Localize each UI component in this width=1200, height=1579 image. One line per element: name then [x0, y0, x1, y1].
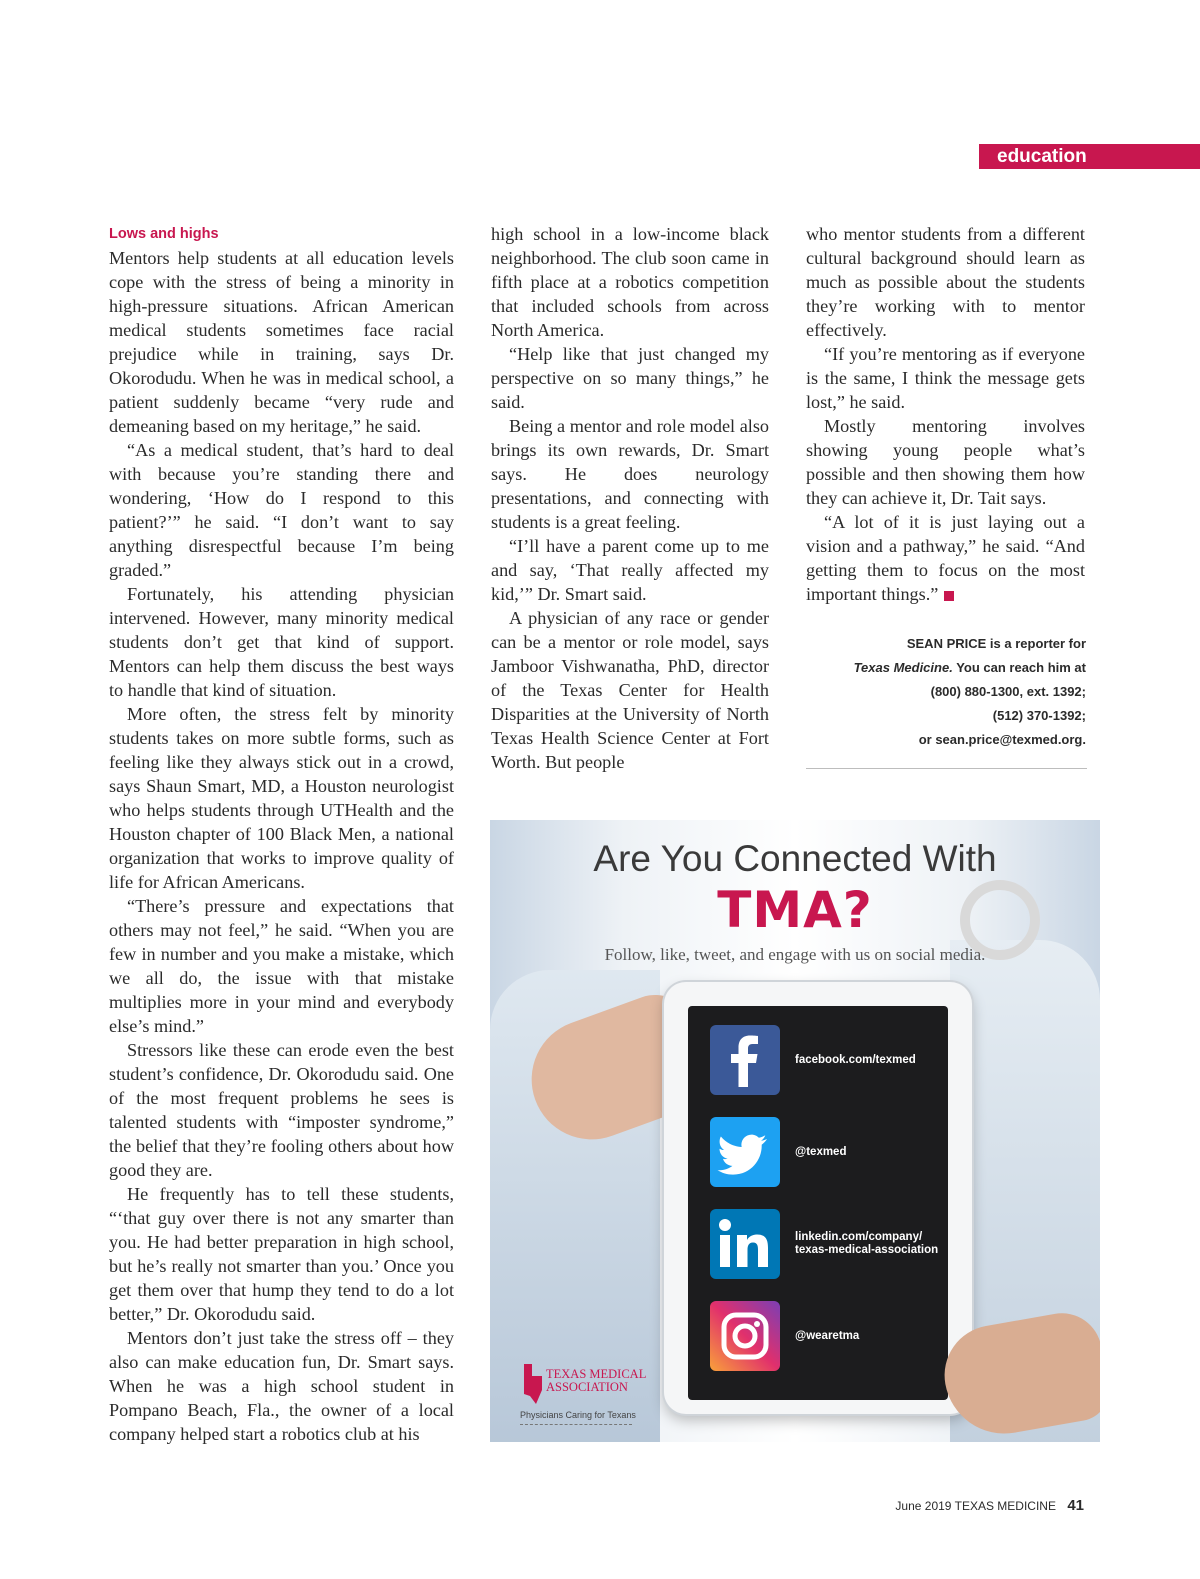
paragraph: Mostly mentoring involves showing young people what’s possible and then showing them how they can achieve it, Dr. Tait says.	[806, 416, 1085, 508]
paragraph: Stressors like these can erode even the best student’s confidence, Dr. Okorodudu said. One of the most frequent problems he sees is talented students with “imposter syndrome,” the belief that they’re fooling others about how good they are.	[109, 1040, 454, 1180]
tma-name-line: ASSOCIATION	[546, 1380, 628, 1394]
paragraph: Fortunately, his attending physician intervened. However, many minority medical students don’t get that kind of support. Mentors can help them discuss the best ways to handle that kind of situation.	[109, 584, 454, 700]
publication-name: Texas Medicine.	[853, 660, 953, 675]
tma-logo-name	[546, 1368, 646, 1394]
facebook-icon	[710, 1025, 780, 1095]
bio-line	[806, 656, 1086, 680]
paragraph: Being a mentor and role model also brings its own rewards, Dr. Smart says. He does neurology presentations, and connecting with students is a great feeling.	[491, 416, 769, 532]
linkedin-icon	[710, 1209, 780, 1279]
section-tag: education	[979, 144, 1200, 169]
tma-logo	[518, 1358, 688, 1434]
paragraph: “If you’re mentoring as if everyone is the same, I think the message gets lost,” he said.	[806, 344, 1085, 412]
social-label: linkedin.com/company/ texas-medical-association	[795, 1231, 939, 1256]
author-bio	[806, 632, 1086, 752]
social-label: facebook.com/texmed	[795, 1053, 916, 1066]
divider	[520, 1424, 632, 1425]
paragraph-text: “A lot of it is just laying out a vision and a pathway,” he said. “And getting them to focus on the most important things.”	[806, 512, 1085, 604]
paragraph: More often, the stress felt by minority students takes on more subtle forms, such as feeling like they always stick out in a crowd, says Shaun Smart, MD, a Houston neurologist who helps students through UTHealth and the Houston chapter of 100 Black Men, a national organization that works to improve quality of life for African Americans.	[109, 704, 454, 892]
article-column-2	[491, 222, 769, 774]
bio-line: SEAN PRICE is a reporter for	[906, 636, 1086, 651]
paragraph: “There’s pressure and expectations that others may not feel,” he said. “When you are few in number and you make a mistake, which we all do, the issue with that mistake multiplies more in your mind and everybody else’s mind.”	[109, 896, 454, 1036]
social-row-linkedin[interactable]	[710, 1208, 940, 1280]
bio-email[interactable]: or sean.price@texmed.org.	[918, 732, 1086, 747]
texas-logo-icon	[522, 1364, 542, 1404]
paragraph: A physician of any race or gender can be a mentor or role model, says Jamboor Vishwanatha, PhD, director of the Texas Center for Health Disparities at the University of North Texas Health Science Center at Fort Worth. But people	[491, 608, 769, 772]
bio-phone-2: (512) 370-1392;	[992, 708, 1086, 723]
paragraph: “Help like that just changed my perspective on so many things,” he said.	[491, 344, 769, 412]
divider	[806, 768, 1087, 769]
paragraph: “As a medical student, that’s hard to deal with because you’re standing there and wondering, ‘How do I respond to this patient?’” he said. “I don’t want to say anything disrespectful because I’m being graded.”	[109, 440, 454, 580]
ad-title: Are You Connected With	[593, 838, 997, 879]
twitter-icon	[710, 1117, 780, 1187]
paragraph: “I’ll have a parent come up to me and say, ‘That really affected my kid,’” Dr. Smart said.	[491, 536, 769, 604]
paragraph-last	[806, 510, 1085, 606]
social-row-twitter[interactable]	[710, 1116, 940, 1188]
social-label: @texmed	[795, 1145, 847, 1158]
bio-text: You can reach him at	[952, 660, 1086, 675]
social-label: @wearetma	[795, 1329, 860, 1342]
article-column-3	[806, 222, 1085, 606]
paragraph: Mentors help students at all education levels cope with the stress of being a minority in high-pressure situations. African American medical students sometimes face racial prejudice while in training, says Dr. Okorodudu. When he was in medical school, a patient suddenly became “very rude and demeaning based on my heritage,” he said.	[109, 248, 454, 436]
end-mark-icon	[944, 591, 954, 601]
issue-date: June 2019	[895, 1499, 952, 1513]
tma-advertisement	[490, 820, 1100, 1442]
ad-brand: TMA?	[717, 881, 873, 939]
subhead: Lows and highs	[109, 226, 219, 242]
tablet-screen	[688, 1006, 948, 1400]
paragraph: Mentors don’t just take the stress off – they also can make education fun, Dr. Smart says. When he was a high school student in Pompano Beach, Fla., the owner of a local company helped start a robotics club at his	[109, 1328, 454, 1444]
social-row-instagram[interactable]	[710, 1300, 940, 1372]
paragraph: high school in a low-income black neighborhood. The club soon came in fifth place at a robotics competition that included schools from across North America.	[491, 224, 769, 340]
tma-name-line: TEXAS MEDICAL	[546, 1367, 647, 1381]
instagram-icon	[710, 1301, 780, 1371]
page-number: 41	[1067, 1497, 1084, 1514]
ad-subtitle: Follow, like, tweet, and engage with us on social media.	[604, 945, 986, 964]
bio-phone-1: (800) 880-1300, ext. 1392;	[930, 684, 1086, 699]
paragraph: who mentor students from a different cultural background should learn as much as possible about the students they’re working with to mentor effectively.	[806, 224, 1085, 340]
page-footer	[895, 1496, 1084, 1516]
tablet	[664, 982, 972, 1414]
article-column-1	[109, 222, 454, 1446]
social-row-facebook[interactable]	[710, 1024, 940, 1096]
paragraph: He frequently has to tell these students, “‘that guy over there is not any smarter than you. He had better preparation in high school, but he’s really not smarter than you.’ Once you get them over that hump they tend to do a lot better,” Dr. Okorodudu said.	[109, 1184, 454, 1324]
magazine-name: TEXAS MEDICINE	[954, 1499, 1056, 1513]
tma-tagline: Physicians Caring for Texans	[520, 1410, 636, 1420]
